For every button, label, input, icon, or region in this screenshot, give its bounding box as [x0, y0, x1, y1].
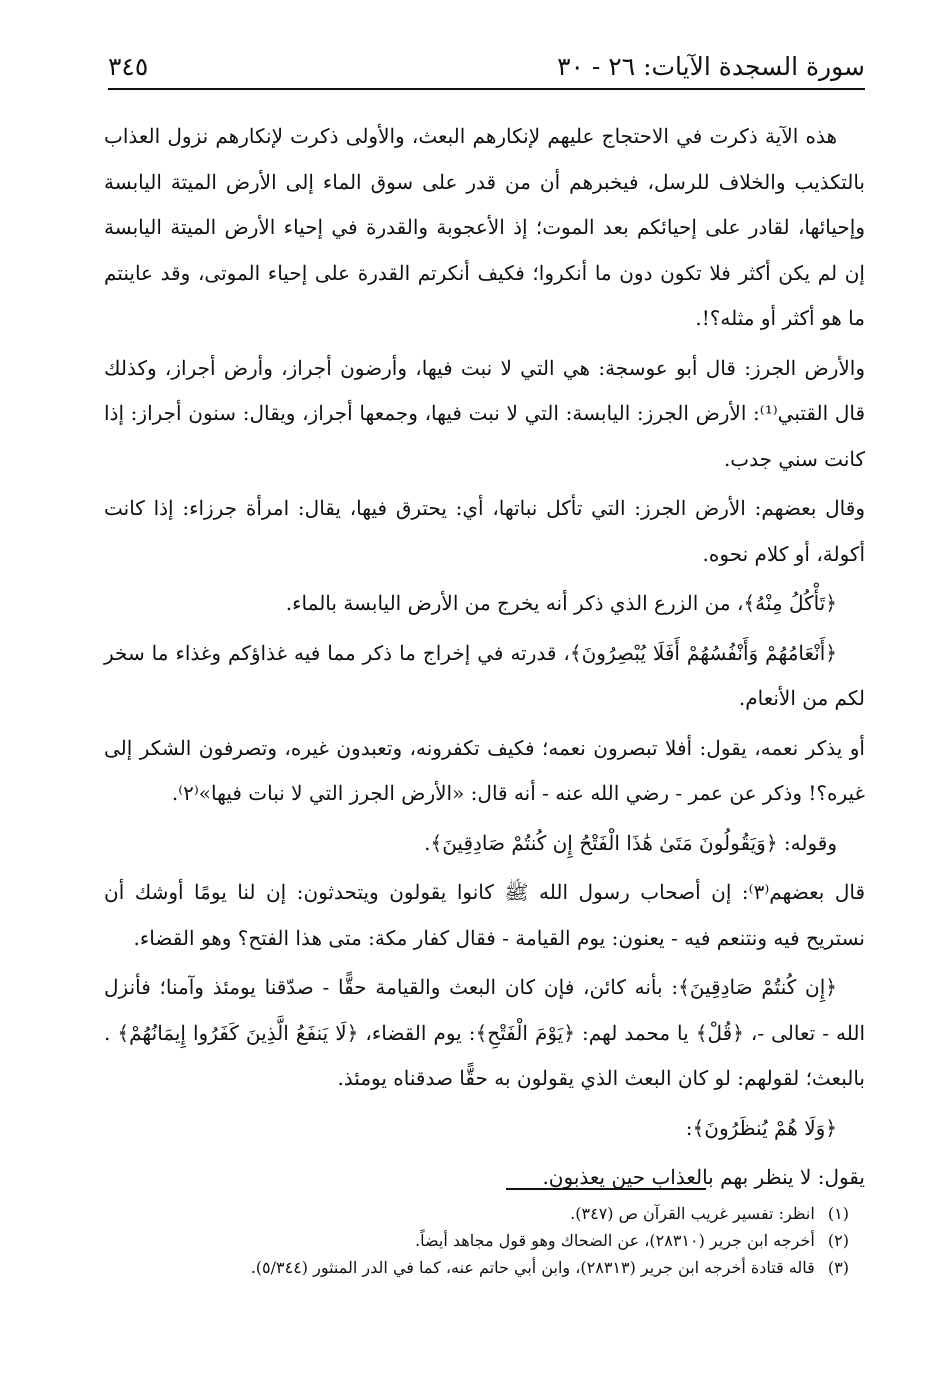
page-header: [108, 44, 865, 90]
paragraph: قال بعضهم⁽٣⁾: إن أصحاب رسول الله ﷺ كانوا يقولون ويتحدثون: إن لنا يومًا أوشك أن نستريح فيه ونتنعم فيه - يعنون: يوم القيامة - فقال كفار مكة: متى هذا الفتح؟ وهو القضاء.: [104, 880, 866, 950]
footnote-text: قاله قتادة أخرجه ابن جرير (٢٨٣١٣)، وابن أبي حاتم عنه، كما في الدر المنثور (٥/٣٤٤).: [250, 1258, 815, 1277]
paragraph: والأرض الجرز: قال أبو عوسجة: هي التي لا نبت فيها، وأرضون أجراز، وأرض أجراز، وكذلك قال القتبي⁽¹⁾: الأرض الجرز: اليابسة: التي لا نبت فيها، وجمعها أجراز، ويقال: سنون أجراز: إذا كانت سني جدب.: [104, 355, 866, 471]
quran-verse-paragraph: ﴿وَلَا هُمْ يُنظَرُونَ﴾:: [685, 1115, 837, 1140]
main-text: [104, 114, 866, 1189]
running-title: سورة السجدة الآيات: ٢٦ - ٣٠: [557, 52, 865, 81]
footnote: [104, 1227, 849, 1254]
footnote: [104, 1200, 849, 1227]
paragraph: وقال بعضهم: الأرض الجرز: التي تأكل نباتها، أي: يحترق فيها، يقال: امرأة جرزاء: إذا كانت أكولة، أو كلام نحوه.: [104, 496, 865, 566]
quran-verse-paragraph: وقوله: ﴿وَيَقُولُونَ مَتَىٰ هَٰذَا الْفَتْحُ إِن كُنتُمْ صَادِقِينَ﴾.: [424, 830, 837, 855]
quran-verse-paragraph: ﴿أَنْعَامُهُمْ وَأَنْفُسُهُمْ أَفَلَا يُبْصِرُونَ﴾، قدرته في إخراج ما ذكر مما فيه غذاؤكم وغذاء ما سخر لكم من الأنعام.: [104, 640, 865, 710]
paragraph: يقول: لا ينظر بهم بالعذاب حين يعذبون.: [542, 1165, 865, 1189]
footnote-divider: [506, 1188, 706, 1190]
footnote: [104, 1254, 849, 1281]
paragraph: أو يذكر نعمه، يقول: أفلا تبصرون نعمه؛ فكيف تكفرونه، وتعبدون غيره، وتصرفون الشكر إلى غيره؟! وذكر عن عمر - رضي الله عنه - أنه قال: «الأرض الجرز التي لا نبات فيها»⁽٢⁾.: [104, 735, 865, 805]
footnotes: [104, 1200, 849, 1281]
paragraph: هذه الآية ذكرت في الاحتجاج عليهم لإنكارهم البعث، والأولى ذكرت لإنكارهم نزول العذاب بالتكذيب والخلاف للرسل، فيخبرهم أن من قدر على سوق الماء إلى الأرض الميتة اليابسة وإحيائها، لقادر على إحيائكم بعد الموت؛ إذ الأعجوبة والقدرة في إحياء الأرض الميتة اليابسة إن لم يكن أكثر فلا تكون دون ما أنكروا؛ فكيف أنكرتم القدرة على إحياء الموتى، وقد عاينتم ما هو أكثر أو مثله؟!.: [104, 124, 866, 330]
footnote-number: (٢): [827, 1231, 849, 1250]
footnote-number: (٣): [827, 1258, 849, 1277]
footnote-number: (١): [827, 1204, 849, 1223]
footnote-text: انظر: تفسير غريب القرآن ص (٣٤٧).: [570, 1204, 815, 1223]
page-number: ٣٤٥: [108, 52, 149, 81]
footnote-text: أخرجه ابن جرير (٢٨٣١٠)، عن الضحاك وهو قول مجاهد أيضاً.: [415, 1231, 815, 1250]
quran-verse-paragraph: ﴿إِن كُنتُمْ صَادِقِينَ﴾: بأنه كائن، فإن كان البعث والقيامة حقًّا - صدّقنا يومئذ وآمنا؛ فأنزل الله - تعالى -، ﴿قُلْ﴾ يا محمد لهم: ﴿يَوْمَ الْفَتْحِ﴾: يوم القضاء، ﴿لَا يَنفَعُ الَّذِينَ كَفَرُوا إِيمَانُهُمْ﴾ . بالبعث؛ لقولهم: لو كان البعث الذي يقولون به حقًّا صدقناه يومئذ.: [104, 975, 865, 1090]
quran-verse-paragraph: ﴿تَأْكُلُ مِنْهُ﴾، من الزرع الذي ذكر أنه يخرج من الأرض اليابسة بالماء.: [285, 591, 837, 615]
